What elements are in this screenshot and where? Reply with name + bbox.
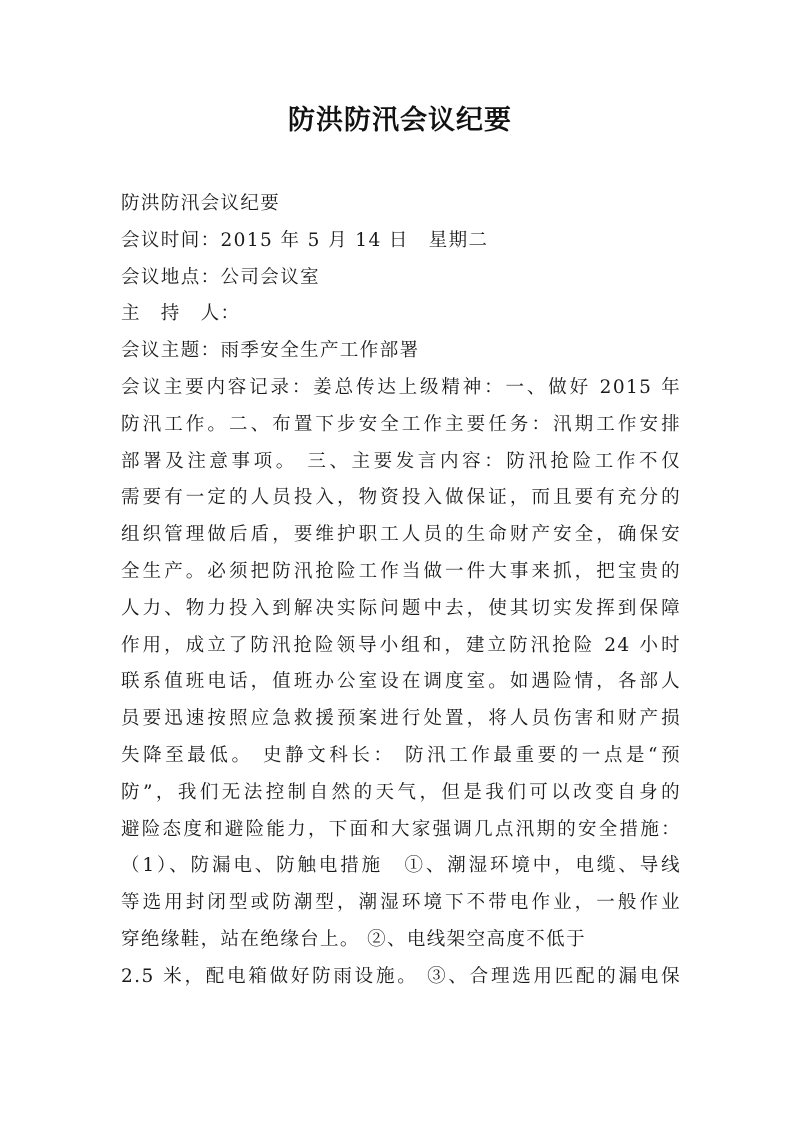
document-title: 防洪防汛会议纪要	[288, 105, 512, 136]
body-line: 2.5 米，配电箱做好防雨设施。 ③、合理选用匹配的漏电保	[121, 965, 681, 987]
body-line: 需要有一定的人员投入，物资投入做保证，而且要有充分的	[121, 487, 681, 509]
body-line: 穿绝缘鞋，站在绝缘台上。 ②、电线架空高度不低于	[121, 928, 586, 950]
body-line: 作用，成立了防汛抢险领导小组和，建立防汛抢险 24 小时	[121, 634, 681, 656]
body-line: 主 持 人：	[121, 303, 241, 325]
body-line: 组织管理做后盾，要维护职工人员的生命财产安全，确保安	[121, 524, 681, 546]
body-line: 防”，我们无法控制自然的天气，但是我们可以改变自身的	[121, 781, 681, 803]
body-line: 防洪防汛会议纪要	[121, 193, 281, 214]
body-line: 会议地点：公司会议室	[121, 266, 321, 288]
document-body	[121, 186, 681, 996]
body-line: 全生产。必须把防汛抢险工作当做一件大事来抓，把宝贵的	[121, 560, 681, 582]
body-line: 部署及注意事项。 三、主要发言内容：防汛抢险工作不仅	[121, 450, 681, 472]
body-line: （1）、防漏电、防触电措施 ①、潮湿环境中，电缆、导线	[121, 855, 681, 877]
body-line: 联系值班电话，值班办公室设在调度室。如遇险情，各部人	[121, 671, 681, 693]
body-line: 避险态度和避险能力，下面和大家强调几点汛期的安全措施：	[121, 818, 681, 840]
body-line: 会议时间：2015 年 5 月 14 日 星期二	[121, 229, 489, 251]
body-line: 会议主题：雨季安全生产工作部署	[121, 340, 420, 362]
body-line: 会议主要内容记录：姜总传达上级精神：一、做好 2015 年	[121, 376, 681, 398]
body-line: 失降至最低。 史静文科长： 防汛工作最重要的一点是“预	[121, 744, 681, 766]
body-line: 人力、物力投入到解决实际问题中去，使其切实发挥到保障	[121, 597, 681, 619]
body-line: 防汛工作。二、布置下步安全工作主要任务：汛期工作安排	[121, 413, 681, 435]
body-line: 等选用封闭型或防潮型，潮湿环境下不带电作业，一般作业	[121, 892, 681, 914]
body-line: 员要迅速按照应急救援预案进行处置，将人员伤害和财产损	[121, 708, 681, 730]
